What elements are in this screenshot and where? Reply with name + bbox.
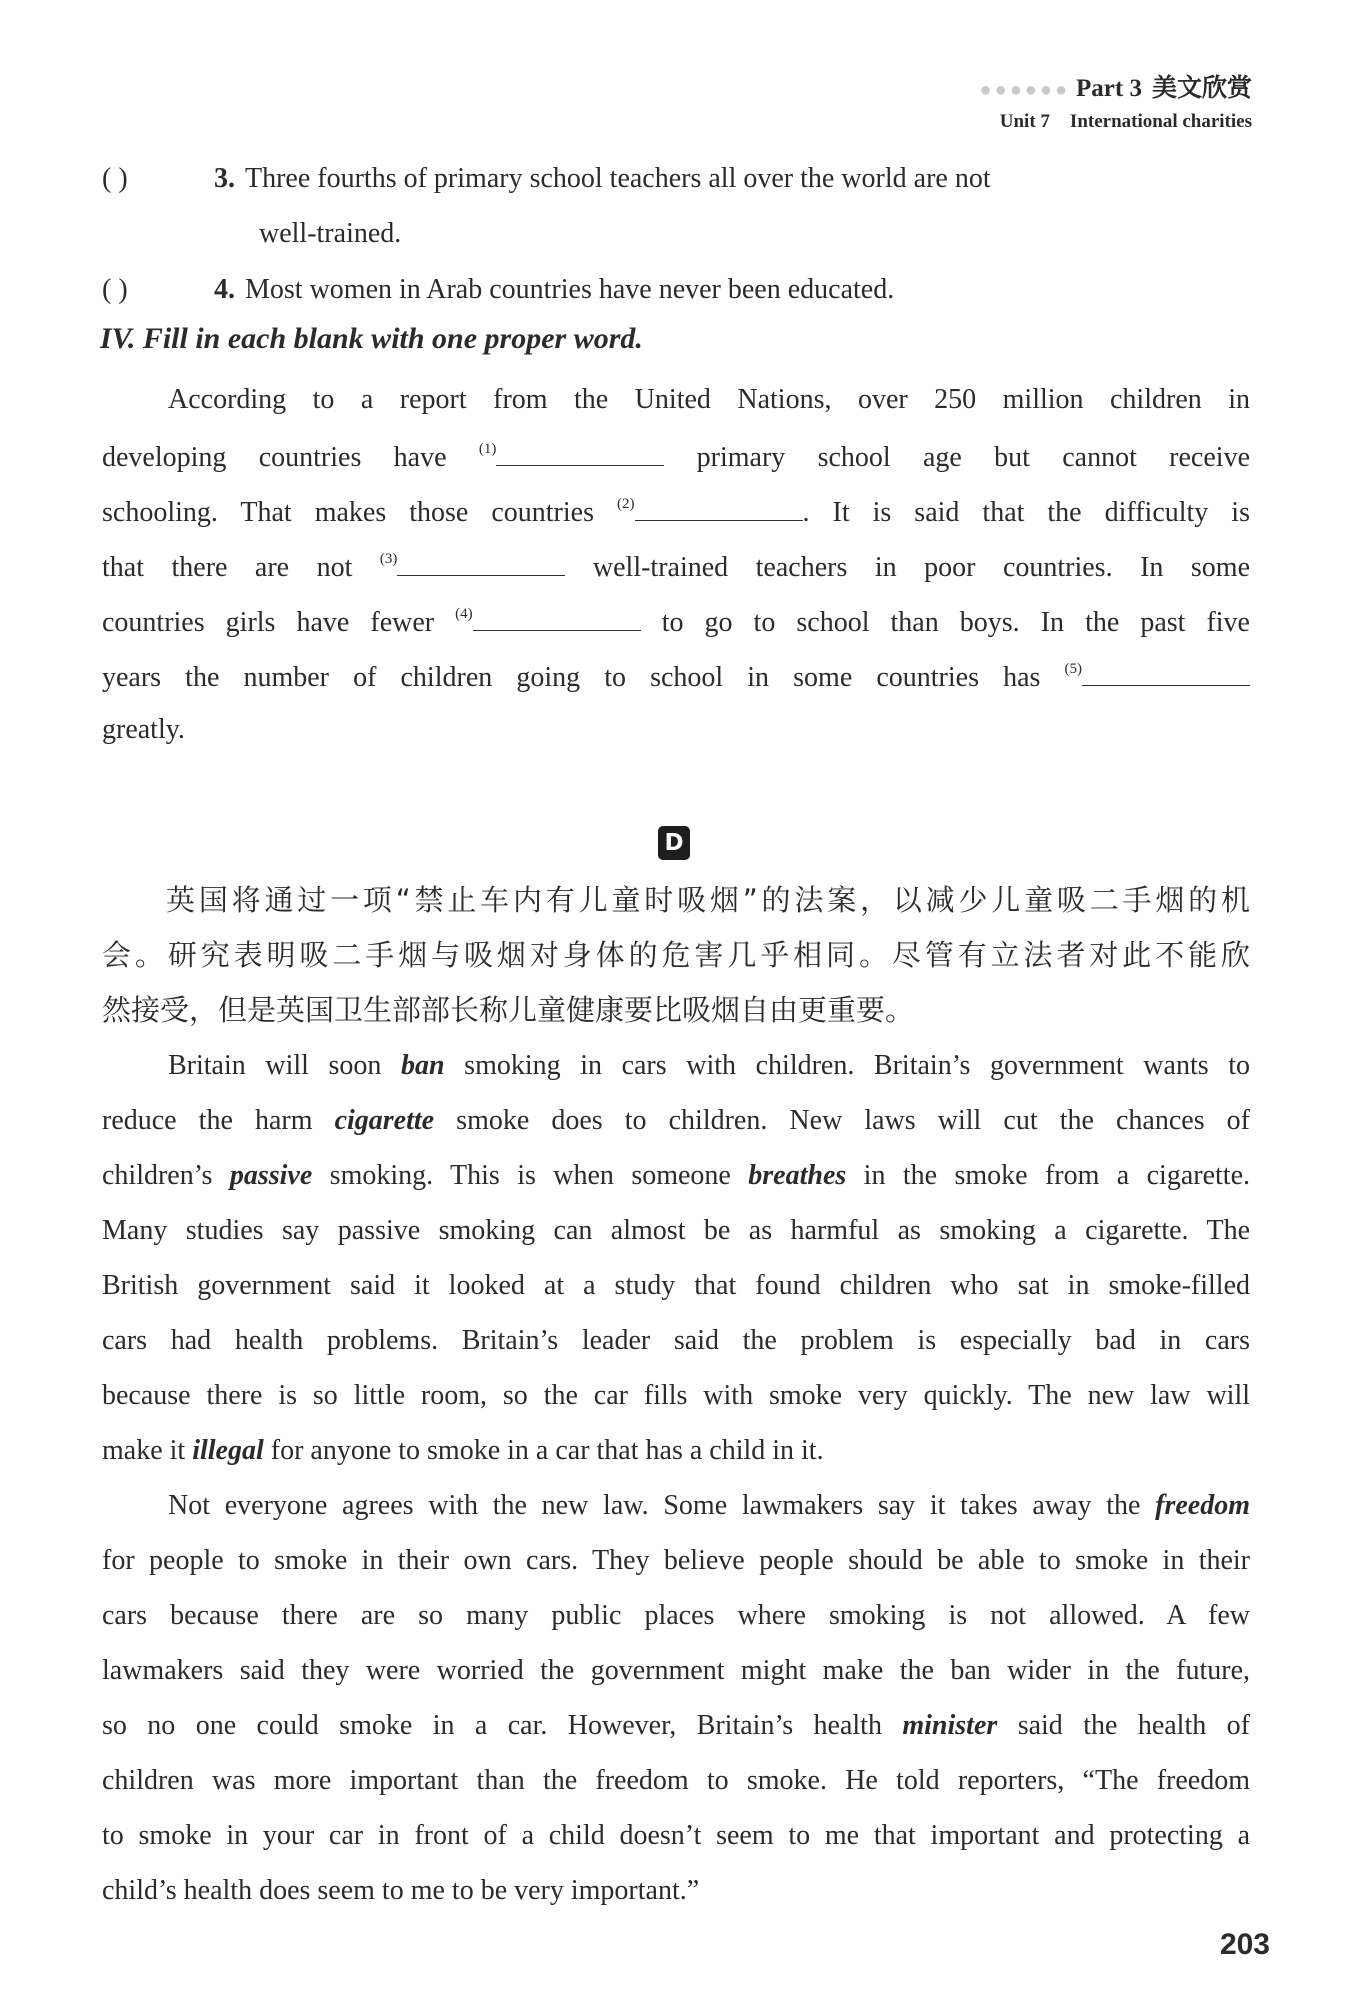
passage-text: reduce the harm — [102, 1105, 335, 1136]
running-header-unit — [1000, 111, 1252, 133]
passage-line: because there is so little room, so the car fills with smoke very quickly. The new law will — [102, 1380, 1250, 1411]
passage-line: lawmakers said they were worried the government might make the ban wider in the future, — [102, 1655, 1250, 1686]
question-3 — [102, 163, 991, 195]
cloze-line — [102, 549, 1250, 584]
cloze-text: to go to school than boys. In the past five — [640, 607, 1250, 638]
cloze-line — [102, 714, 1250, 746]
passage-text: in the smoke from a cigarette. — [846, 1160, 1250, 1191]
passage-text: Not everyone agrees with the new law. Some lawmakers say it takes away the — [168, 1490, 1156, 1521]
section-d-badge — [658, 826, 690, 860]
passage-line: British government said it looked at a study that found children who sat in smoke-filled — [102, 1270, 1250, 1301]
header-unit-title: International charities — [1069, 111, 1252, 132]
passage-line — [102, 1710, 1250, 1742]
header-dots-decoration: ●●●●●● — [979, 79, 1071, 101]
passage-line — [168, 1050, 1250, 1082]
blank-marker: (5) — [1064, 661, 1082, 677]
cloze-line — [168, 384, 1250, 416]
blank-1[interactable] — [496, 439, 664, 466]
passage-line: Many studies say passive smoking can almost be as harmful as smoking a cigarette. The — [102, 1215, 1250, 1246]
cloze-text: that there are not — [102, 552, 380, 583]
blank-marker: (2) — [617, 496, 635, 512]
cloze-text: schooling. That makes those countries — [102, 497, 617, 528]
passage-text: Britain will soon — [168, 1050, 401, 1081]
question-number: 3. — [214, 163, 235, 194]
keyword: passive — [229, 1160, 313, 1191]
keyword: minister — [902, 1710, 998, 1741]
keyword: freedom — [1155, 1490, 1250, 1521]
cloze-line — [102, 659, 1250, 694]
chinese-intro-line: 英国将通过一项“禁止车内有儿童时吸烟”的法案，以减少儿童吸二手烟的机 — [166, 883, 1250, 917]
passage-line — [102, 1435, 1250, 1467]
passage-line: child’s health does seem to me to be very important.” — [102, 1875, 700, 1906]
cloze-text: developing countries have — [102, 442, 479, 473]
section-letter: D — [664, 830, 684, 856]
blank-4[interactable] — [473, 604, 641, 631]
question-text: Three fourths of primary school teachers all over the world are not — [245, 163, 991, 194]
passage-line: cars because there are so many public places where smoking is not allowed. A few — [102, 1600, 1250, 1631]
question-4 — [102, 274, 894, 306]
passage-line: for people to smoke in their own cars. They believe people should be able to smoke in their — [102, 1545, 1250, 1576]
chinese-intro-line: 然接受，但是英国卫生部部长称儿童健康要比吸烟自由更重要。 — [102, 993, 915, 1027]
header-part: Part 3 — [1076, 75, 1142, 102]
cloze-text: countries girls have fewer — [102, 607, 456, 638]
passage-line — [102, 1105, 1250, 1137]
passage-text: children’s — [102, 1160, 230, 1191]
section-heading: IV. Fill in each blank with one proper word. — [100, 322, 643, 355]
blank-5[interactable] — [1082, 659, 1250, 686]
question-text: Most women in Arab countries have never been educated. — [245, 274, 895, 305]
blank-2[interactable] — [635, 494, 803, 521]
blank-marker: (1) — [478, 441, 497, 457]
cloze-text: According to a report from the United Nations, over 250 million children in — [168, 384, 1250, 415]
blank-marker: (4) — [455, 606, 473, 622]
cloze-line — [102, 439, 1250, 474]
blank-3[interactable] — [397, 549, 565, 576]
passage-text: smoke does to children. New laws will cut the chances of — [434, 1105, 1250, 1136]
cloze-text: . It is said that the difficulty is — [802, 497, 1250, 528]
answer-paren: ( ) — [102, 274, 128, 305]
passage-text: make it — [102, 1435, 193, 1466]
passage-text: smoking. This is when someone — [312, 1160, 749, 1191]
passage-text: said the health of — [997, 1710, 1250, 1741]
cloze-text: well-trained teachers in poor countries. In some — [565, 552, 1250, 583]
question-3-continued: well-trained. — [259, 218, 402, 249]
passage-text: so no one could smoke in a car. However, Britain’s health — [102, 1710, 903, 1741]
chinese-intro-line: 会。研究表明吸二手烟与吸烟对身体的危害几乎相同。尽管有立法者对此不能欣 — [102, 938, 1250, 972]
cloze-text: years the number of children going to school in some countries has — [102, 662, 1065, 693]
keyword: cigarette — [334, 1105, 435, 1136]
passage-line — [168, 1490, 1250, 1522]
cloze-text: greatly. — [102, 714, 185, 745]
passage-line: children was more important than the freedom to smoke. He told reporters, “The freedom — [102, 1765, 1250, 1796]
passage-text: smoking in cars with children. Britain’s government wants to — [444, 1050, 1250, 1081]
header-unit: Unit 7 — [999, 111, 1050, 132]
keyword: illegal — [192, 1435, 264, 1466]
running-header-part — [980, 68, 1252, 104]
keyword: ban — [401, 1050, 445, 1081]
question-number: 4. — [214, 274, 235, 305]
blank-marker: (3) — [379, 551, 398, 567]
passage-line — [102, 1160, 1250, 1192]
passage-line: to smoke in your car in front of a child doesn’t seem to me that important and protecting a — [102, 1820, 1250, 1851]
keyword: breathes — [748, 1160, 847, 1191]
cloze-line — [102, 604, 1250, 639]
passage-text: for anyone to smoke in a car that has a child in it. — [263, 1435, 824, 1466]
cloze-line — [102, 494, 1250, 529]
header-part-chinese: 美文欣赏 — [1151, 73, 1252, 102]
passage-line: cars had health problems. Britain’s leader said the problem is especially bad in cars — [102, 1325, 1250, 1356]
answer-paren: ( ) — [102, 163, 128, 194]
cloze-text: primary school age but cannot receive — [664, 442, 1250, 473]
page-number: 203 — [1219, 1928, 1270, 1961]
